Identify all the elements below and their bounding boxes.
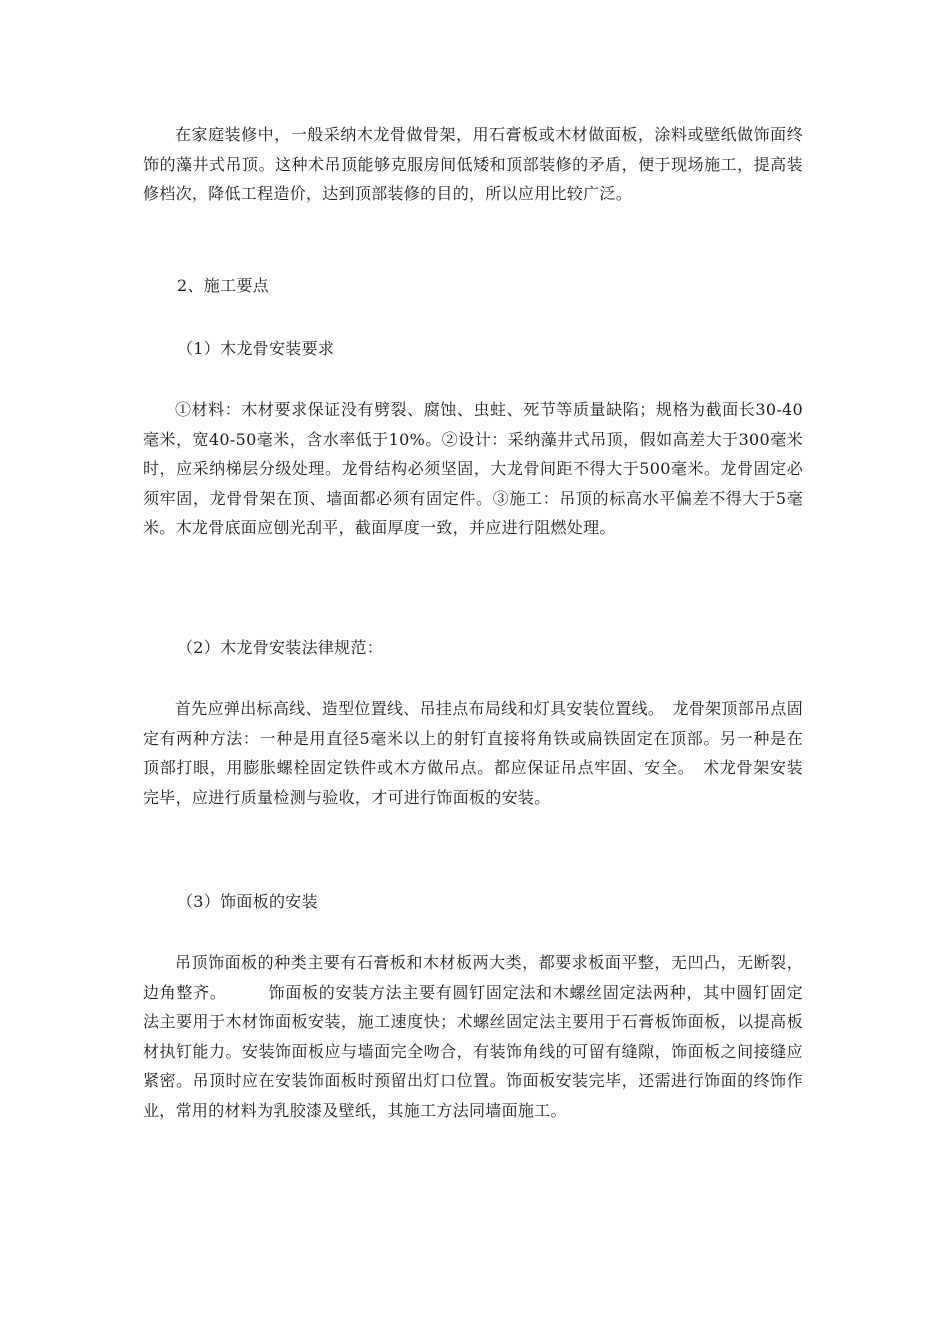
subsection-heading-wood-keel-installation-rules: （2）木龙骨安装法律规范： [177,638,384,657]
intro-paragraph: 在家庭装修中，一般采纳木龙骨做骨架，用石膏板或木材做面板，涂料或壁纸做饰面终饰的藻井式吊顶。这种术吊顶能够克服房间低矮和顶部装修的矛盾，便于现场施工，提高装修档次，降低工程造价，达到顶部装修的目的，所以应用比较广泛。 [143,125,803,203]
subsection-heading-wood-keel-requirements: （1）木龙骨安装要求 [177,339,335,358]
panel-installation-paragraph: 吊顶饰面板的种类主要有石膏板和木材板两大类，都要求板面平整，无凹凸，无断裂，边角整齐。 饰面板的安装方法主要有圆钉固定法和木螺丝固定法两种，其中圆钉固定法主要用于木材饰面板安装，施工速度快；术螺丝固定法主要用于石膏板饰面板，以提高板材执钉能力。安装饰面板应与墙面完全吻合，有装饰角线的可留有缝隙，饰面板之间接缝应紧密。吊顶时应在安装饰面板时预留出灯口位置。饰面板安装完毕，还需进行饰面的终饰作业，常用的材料为乳胶漆及壁纸，其施工方法同墙面施工。 [143,953,803,1120]
wood-keel-installation-paragraph: 首先应弹出标高线、造型位置线、吊挂点布局线和灯具安装位置线。 龙骨架顶部吊点固定有两种方法：一种是用直径5毫米以上的射钉直接将角铁或扁铁固定在顶部。另一种是在顶部打眼，用膨胀螺栓固定铁件或木方做吊点。都应保证吊点牢固、安全。 术龙骨架安装完毕，应进行质量检测与验收，才可进行饰面板的安装。 [143,699,803,807]
subsection-heading-panel-installation: （3）饰面板的安装 [177,892,318,911]
section-heading-construction-points: 2、施工要点 [177,276,269,295]
wood-keel-requirements-paragraph: ①材料：木材要求保证没有劈裂、腐蚀、虫蛀、死节等质量缺陷；规格为截面长30-40毫米，宽40-50毫米，含水率低于10%。②设计：采纳藻井式吊顶，假如高差大于300毫米时，应采纳梯层分级处理。龙骨结构必须坚固，大龙骨间距不得大于500毫米。龙骨固定必须牢固，龙骨骨架在顶、墙面都必须有固定件。③施工：吊顶的标高水平偏差不得大于5毫米。木龙骨底面应刨光刮平，截面厚度一致，并应进行阻燃处理。 [143,400,803,537]
